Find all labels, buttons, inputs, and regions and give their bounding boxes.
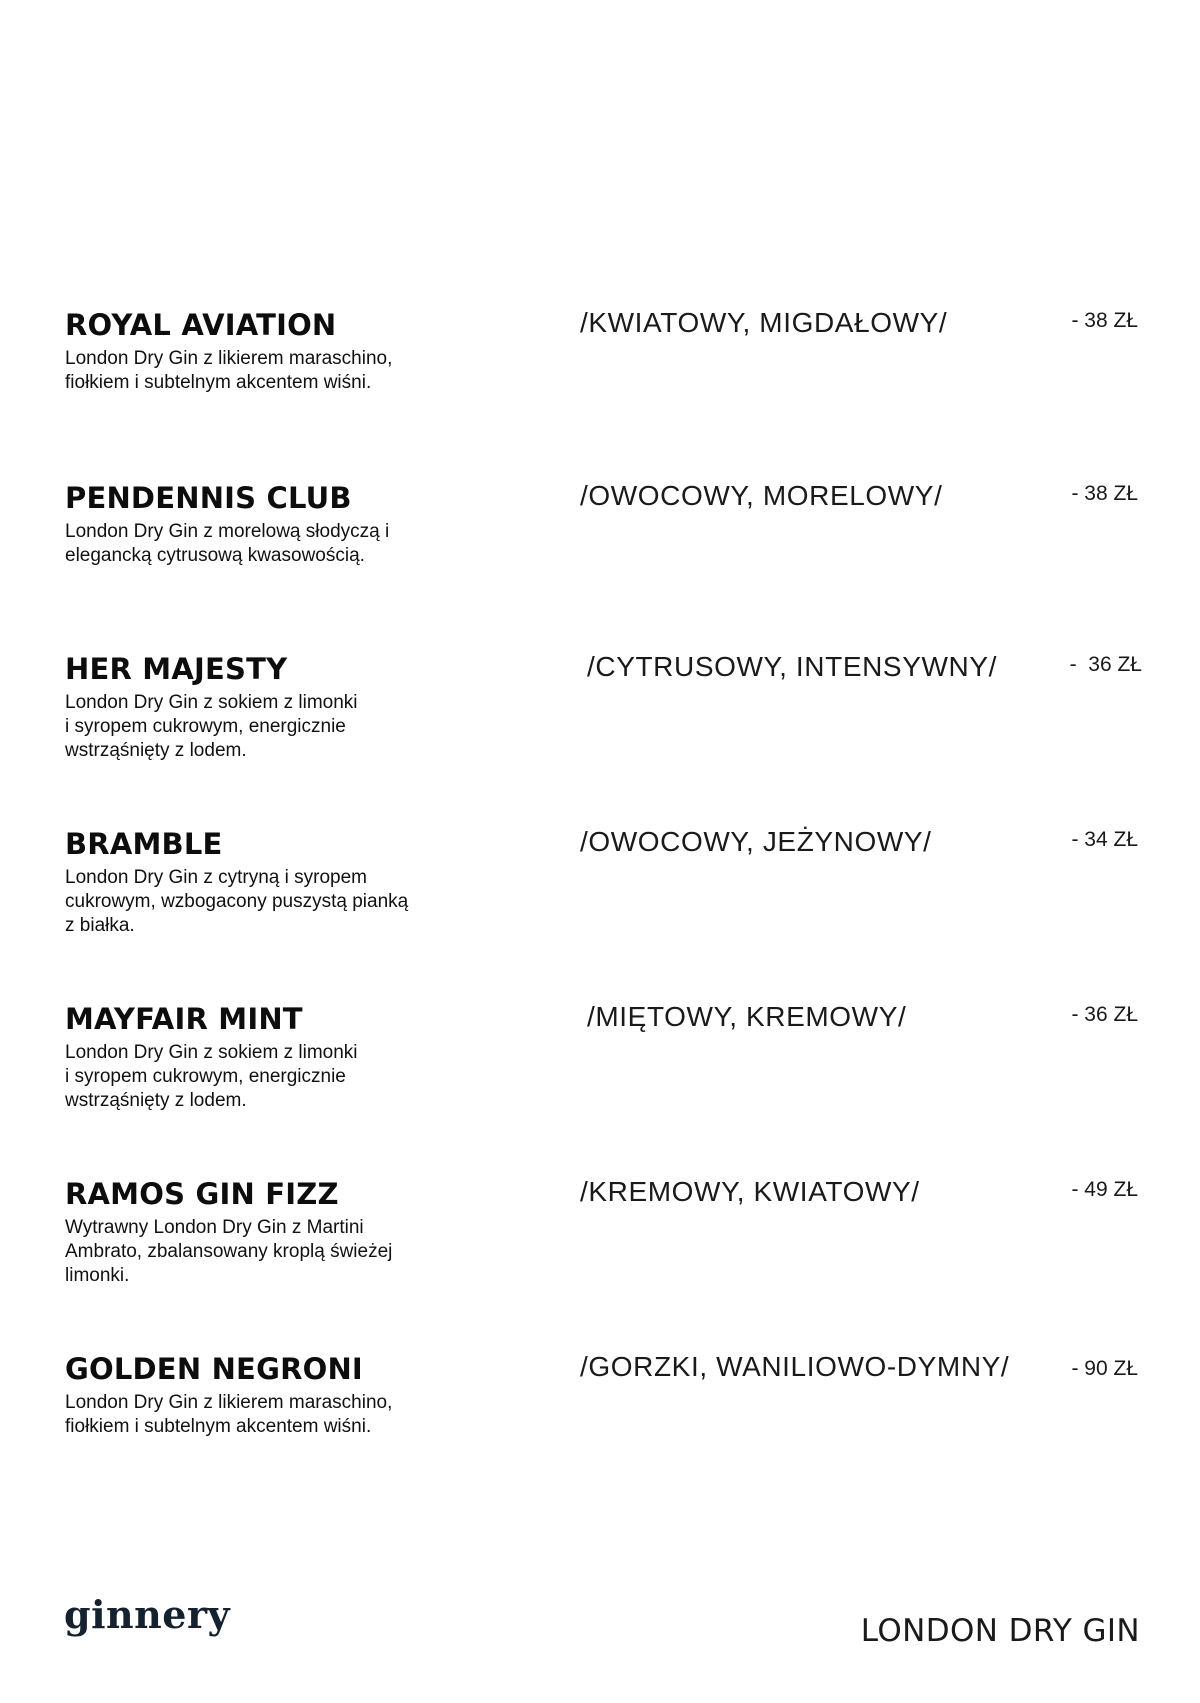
menu-item [0,480,1200,630]
drink-price: - 36 ZŁ [1069,653,1142,676]
drink-flavor: /GORZKI, WANILIOWO-DYMNY/ [580,1351,1010,1382]
drink-description: Wytrawny London Dry Gin z Martini Ambrato, zbalansowany kroplą świeżej limonki. [65,1217,393,1286]
drink-price: - 36 ZŁ [1071,1003,1138,1026]
drink-price: - 38 ZŁ [1071,309,1138,332]
drink-name: BRAMBLE [65,827,223,861]
drink-description: London Dry Gin z likierem maraschino, fiołkiem i subtelnym akcentem wiśni. [65,348,393,393]
drink-flavor: /OWOCOWY, JEŻYNOWY/ [580,826,932,857]
drink-flavor: /KWIATOWY, MIGDAŁOWY/ [580,307,948,338]
drink-price: - 90 ZŁ [1071,1357,1138,1380]
drink-name: ROYAL AVIATION [65,308,337,342]
menu-item [0,651,1200,801]
drink-description: London Dry Gin z cytryną i syropem cukrowym, wzbogacony puszystą pianką z białka. [65,867,409,936]
drink-description: London Dry Gin z sokiem z limonki i syropem cukrowym, energicznie wstrząśnięty z lodem. [65,692,358,761]
menu-item [0,1176,1200,1326]
drink-flavor: /MIĘTOWY, KREMOWY/ [587,1001,907,1032]
menu-item [0,1351,1200,1501]
drink-name: RAMOS GIN FIZZ [65,1177,339,1211]
drink-price: - 38 ZŁ [1071,482,1138,505]
drink-flavor: /KREMOWY, KWIATOWY/ [580,1176,920,1207]
drink-description: London Dry Gin z likierem maraschino, fiołkiem i subtelnym akcentem wiśni. [65,1392,393,1437]
menu-item [0,307,1200,457]
drink-flavor: /CYTRUSOWY, INTENSYWNY/ [587,651,997,682]
drink-description: London Dry Gin z sokiem z limonki i syropem cukrowym, energicznie wstrząśnięty z lodem. [65,1042,358,1111]
drink-name: GOLDEN NEGRONI [65,1352,363,1386]
ginnery-logo: ginnery [64,1592,231,1637]
drink-name: HER MAJESTY [65,652,288,686]
drink-name: PENDENNIS CLUB [65,481,352,515]
menu-item [0,826,1200,976]
drink-flavor: /OWOCOWY, MORELOWY/ [580,480,943,511]
drink-price: - 49 ZŁ [1071,1178,1138,1201]
drink-name: MAYFAIR MINT [65,1002,303,1036]
drink-description: London Dry Gin z morelową słodyczą i elegancką cytrusową kwasowością. [65,521,390,566]
drink-price: - 34 ZŁ [1071,828,1138,851]
section-title: LONDON DRY GIN [860,1613,1140,1649]
menu-item [0,1001,1200,1151]
